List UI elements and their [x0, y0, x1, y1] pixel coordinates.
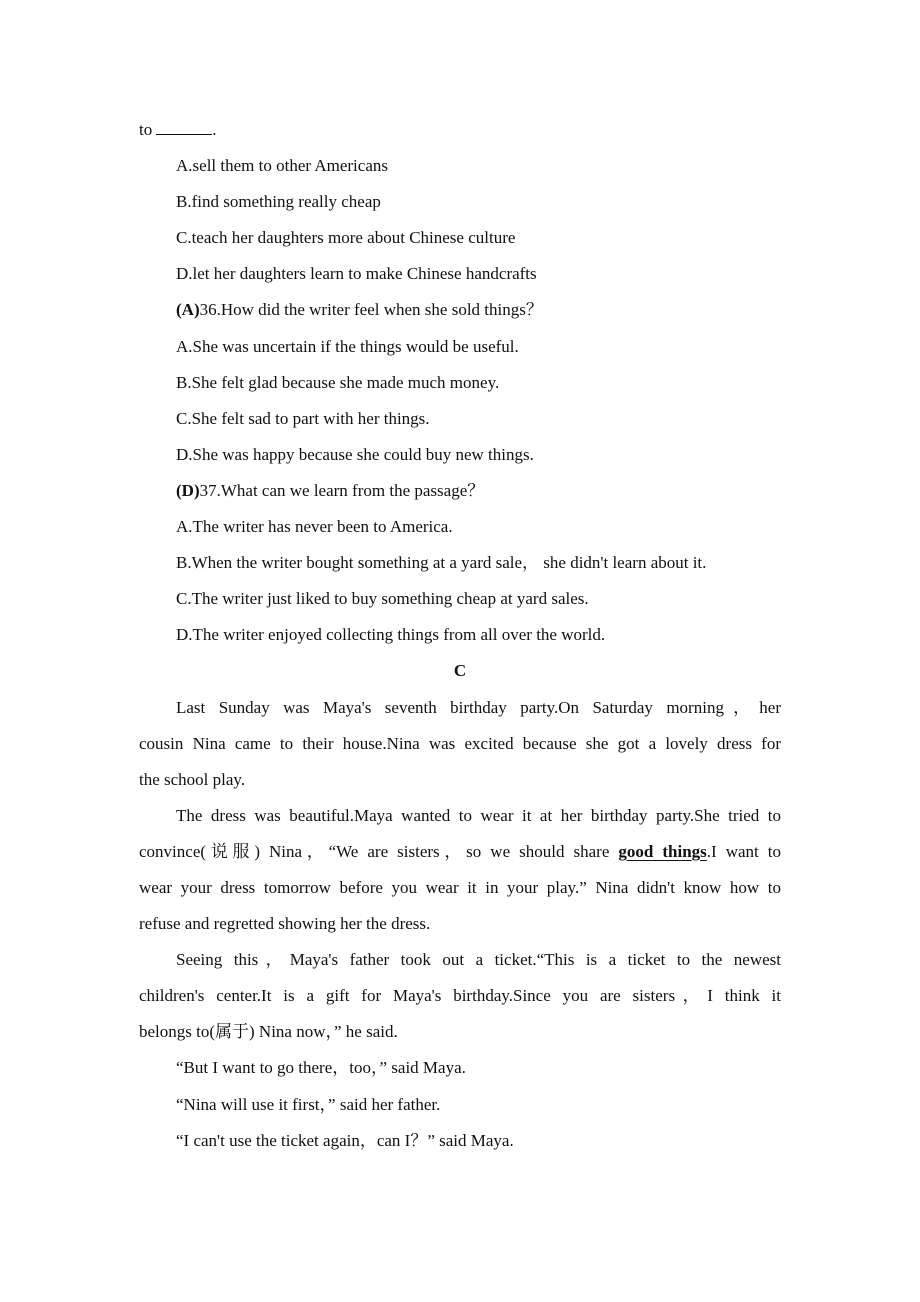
q35-option-b: B.find something really cheap: [176, 192, 381, 212]
q36-answer: (A): [176, 300, 200, 320]
q36-option-a: A.She was uncertain if the things would be useful.: [176, 336, 519, 356]
q37-option-d: D.The writer enjoyed collecting things from all over the world.: [176, 625, 606, 645]
paragraph-1-line: cousin Nina came to their house.Nina was excited because she got a lovely dress for: [139, 733, 781, 753]
q36-option-c: C.She felt sad to part with her things.: [176, 408, 430, 428]
q37-option-a: A.The writer has never been to America.: [176, 517, 453, 537]
dialogue-line: “Nina will use it first，” said her father.: [176, 1094, 441, 1114]
paragraph-1-line: the school play.: [139, 769, 246, 789]
paragraph-2-line: wear your dress tomorrow before you wear it in your play.” Nina didn't know how to: [139, 877, 781, 897]
dialogue-line: “I can't use the ticket again，can I？” said Maya.: [176, 1130, 514, 1150]
document-page: [139, 112, 781, 1159]
q37-option-b: B.When the writer bought something at a yard sale， she didn't learn about it.: [176, 553, 707, 573]
dialogue-line: “But I want to go there，too，” said Maya.: [176, 1058, 466, 1078]
q37-answer: (D): [176, 480, 200, 500]
paragraph-2-line: convince(说服) Nina，“We are sisters，so we should share good things.I want to: [139, 841, 781, 861]
highlighted-phrase: good things: [618, 841, 707, 861]
paragraph-3-line: children's center.It is a gift for Maya's birthday.Since you are sisters，I think it: [139, 986, 781, 1006]
q36-stem: (A)36.How did the writer feel when she sold things？: [176, 300, 543, 320]
paragraph-1-line: Last Sunday was Maya's seventh birthday party.On Saturday morning，her: [176, 697, 781, 717]
paragraph-3-line: belongs to(属于) Nina now，” he said.: [139, 1022, 398, 1042]
answer-blank: [156, 120, 212, 135]
paragraph-2-line: refuse and regretted showing her the dress.: [139, 914, 431, 934]
q37-option-c: C.The writer just liked to buy something cheap at yard sales.: [176, 589, 589, 609]
q35-option-d: D.let her daughters learn to make Chinese handcrafts: [176, 264, 537, 284]
q37-stem: (D)37.What can we learn from the passage？: [176, 480, 485, 500]
paragraph-2-line: The dress was beautiful.Maya wanted to wear it at her birthday party.She tried to: [176, 805, 781, 825]
q35-option-a: A.sell them to other Americans: [176, 156, 388, 176]
q35-stem-tail: to .: [139, 120, 217, 139]
q35-option-c: C.teach her daughters more about Chinese culture: [176, 228, 516, 248]
q36-option-d: D.She was happy because she could buy new things.: [176, 444, 534, 464]
section-heading: C: [453, 661, 467, 681]
q36-option-b: B.She felt glad because she made much money.: [176, 372, 500, 392]
paragraph-3-line: Seeing this，Maya's father took out a ticket.“This is a ticket to the newest: [176, 950, 781, 970]
